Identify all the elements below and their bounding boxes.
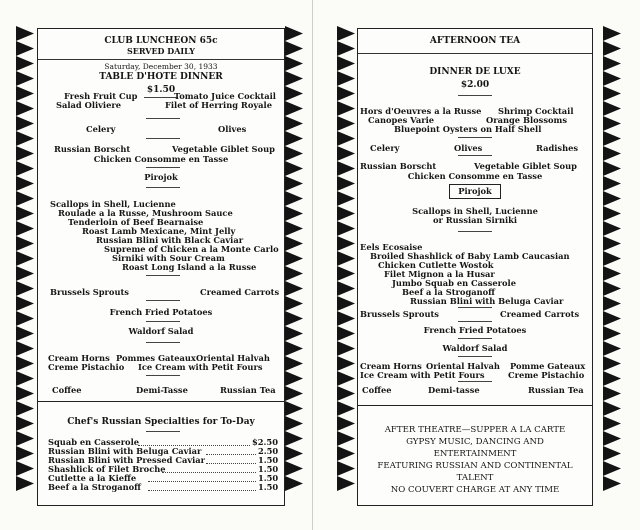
menu-line: Brussels Sprouts: [50, 287, 129, 297]
section-divider: [358, 405, 592, 406]
special-item-name: Squab en Casserole: [48, 437, 140, 447]
menu-line: Waldorf Salad: [442, 343, 508, 353]
special-item-price: 1.50: [258, 455, 279, 465]
right-menu-price: $2.00: [460, 80, 490, 90]
footer-line: TALENT: [456, 473, 494, 483]
special-item-name: Cutlette a la Kieffe: [48, 473, 137, 483]
special-item-name: Russian Blini with Pressed Caviar: [48, 455, 206, 465]
right-menu-title: DINNER DE LUXE: [429, 67, 521, 77]
dash-separator: [146, 187, 180, 188]
divider: [358, 53, 592, 54]
menu-line: French Fried Potatoes: [109, 307, 213, 317]
menu-line: Olives: [218, 124, 247, 134]
menu-line: Pirojok: [458, 186, 492, 196]
section-divider: [38, 401, 284, 402]
menu-line: Scallops in Shell, Lucienne: [50, 199, 176, 209]
menu-line: Russian Blini with Black Caviar: [96, 235, 244, 245]
dash-separator: [458, 95, 492, 96]
menu-line: Beef a la Stroganoff: [402, 287, 495, 297]
special-item-name: Russian Blini with Beluga Caviar: [48, 446, 202, 456]
menu-line: Coffee: [52, 385, 82, 395]
menu-line: Tomato Juice Cocktail: [174, 91, 276, 101]
menu-line: Radishes: [536, 143, 579, 153]
menu-line: French Fried Potatoes: [423, 325, 527, 335]
menu-line: Roast Lamb Mexicane, Mint Jelly: [82, 226, 236, 236]
dash-separator: [146, 342, 180, 343]
dash-separator: [458, 338, 492, 339]
menu-line: Russian Borscht: [360, 161, 437, 171]
dash-separator: [146, 138, 180, 139]
left-header-title: CLUB LUNCHEON 65c: [104, 36, 218, 46]
menu-line: Russian Tea: [528, 385, 584, 395]
menu-line: Salad Oliviere: [56, 100, 122, 110]
footer-line: AFTER THEATRE—SUPPER A LA CARTE: [384, 425, 566, 435]
right-menu-panel: [357, 28, 593, 506]
menu-line: Waldorf Salad: [128, 326, 194, 336]
triangle-border-center-right: [337, 26, 355, 504]
menu-line: Eels Ecosaise: [360, 242, 423, 252]
special-item-price: 2.50: [258, 446, 279, 456]
menu-line: Cream Horns: [48, 353, 110, 363]
left-menu-price: $1.50: [146, 85, 176, 95]
dash-separator: [144, 97, 178, 98]
menu-line: Canopes Varie: [368, 115, 435, 125]
menu-line: Creamed Carrots: [200, 287, 280, 297]
special-item-price: 1.50: [258, 473, 279, 483]
menu-line: Fresh Fruit Cup: [64, 91, 138, 101]
menu-line: Olives: [454, 143, 483, 153]
menu-line: Bluepoint Oysters on Half Shell: [394, 124, 542, 134]
special-item-price: $2.50: [252, 437, 278, 447]
menu-line: Ice Cream with Petit Fours: [360, 370, 485, 380]
menu-line: Oriental Halvah: [426, 361, 500, 371]
menu-line: Broiled Shashlick of Baby Lamb Caucasian: [370, 251, 570, 261]
special-item-price: 1.50: [258, 482, 279, 492]
specials-title: Chef's Russian Specialties for To-Day: [67, 417, 255, 427]
menu-line: Filet Mignon a la Husar: [384, 269, 495, 279]
menu-line: Russian Borscht: [54, 144, 131, 154]
menu-line: or Russian Sirniki: [432, 215, 518, 225]
special-item-price: 1.50: [258, 464, 279, 474]
menu-line: Demi-tasse: [428, 385, 480, 395]
menu-line: Roulade a la Russe, Mushroom Sauce: [58, 208, 233, 218]
dash-separator: [146, 167, 180, 168]
special-item-name: Shashlick of Filet Broche: [48, 464, 166, 474]
dash-separator: [458, 231, 492, 232]
dash-separator: [458, 155, 492, 156]
special-item-name: Beef a la Stroganoff: [48, 482, 141, 492]
menu-line: Jumbo Squab en Casserole: [392, 278, 516, 288]
page-fold: [312, 0, 313, 530]
dash-separator: [146, 431, 180, 432]
footer-line: ENTERTAINMENT: [433, 449, 517, 459]
menu-line: Hors d'Oeuvres a la Russe: [360, 106, 482, 116]
menu-line: Demi-Tasse: [136, 385, 188, 395]
divider: [38, 59, 284, 60]
triangle-border-center-left: [285, 26, 303, 504]
left-menu-title: TABLE D'HOTE DINNER: [99, 72, 223, 82]
menu-line: Russian Tea: [220, 385, 276, 395]
menu-line: Supreme of Chicken a la Monte Carlo: [104, 244, 279, 254]
footer-line: GYPSY MUSIC, DANCING AND: [406, 437, 544, 447]
menu-line: Chicken Consomme en Tasse: [407, 171, 543, 181]
menu-line: Creme Pistachio: [508, 370, 585, 380]
menu-line: Pirojok: [144, 172, 178, 182]
menu-line: Oriental Halvah: [196, 353, 270, 363]
menu-line: Shrimp Cocktail: [498, 106, 574, 116]
footer-line: FEATURING RUSSIAN AND CONTINENTAL: [377, 461, 573, 471]
leader-dots: [206, 463, 256, 464]
menu-line: Creme Pistachio: [48, 362, 125, 372]
dash-separator: [458, 381, 492, 382]
menu-line: Tenderloin of Beef Bearnaise: [68, 217, 204, 227]
footer-line: NO COUVERT CHARGE AT ANY TIME: [390, 485, 560, 495]
right-header-title: AFTERNOON TEA: [429, 36, 521, 46]
dash-separator: [458, 307, 492, 308]
menu-line: Creamed Carrots: [500, 309, 580, 319]
dash-separator: [146, 321, 180, 322]
left-header-subtitle: SERVED DAILY: [127, 46, 195, 56]
dash-separator: [458, 137, 492, 138]
leader-dots: [206, 454, 256, 455]
menu-line: Filet of Herring Royale: [165, 100, 272, 110]
menu-line: Pommes Gateaux: [116, 353, 196, 363]
dash-separator: [458, 356, 492, 357]
dash-separator: [458, 321, 492, 322]
menu-line: Chicken Consomme en Tasse: [93, 154, 229, 164]
left-menu-panel: [37, 28, 285, 506]
dash-separator: [146, 118, 180, 119]
dash-separator: [146, 300, 180, 301]
leader-dots: [148, 481, 256, 482]
menu-line: Russian Blini with Beluga Caviar: [410, 296, 564, 306]
dash-separator: [146, 275, 180, 276]
menu-date: Saturday, December 30, 1933: [104, 62, 218, 71]
menu-line: Brussels Sprouts: [360, 309, 439, 319]
menu-line: Celery: [86, 124, 116, 134]
menu-line: Roast Long Island a la Russe: [122, 262, 257, 272]
menu-line: Vegetable Giblet Soup: [172, 144, 275, 154]
leader-dots: [148, 490, 256, 491]
menu-line: Ice Cream with Petit Fours: [138, 362, 263, 372]
menu-line: Vegetable Giblet Soup: [474, 161, 577, 171]
triangle-border-left: [16, 26, 34, 504]
menu-line: Cream Horns: [360, 361, 422, 371]
menu-line: Celery: [370, 143, 400, 153]
triangle-border-right: [603, 26, 621, 504]
leader-dots: [162, 472, 256, 473]
menu-line: Sirniki with Sour Cream: [112, 253, 225, 263]
menu-line: Chicken Cutlette Wostok: [378, 260, 494, 270]
dash-separator: [146, 375, 180, 376]
menu-line: Scallops in Shell, Lucienne: [412, 206, 538, 216]
menu-line: Orange Blossoms: [486, 115, 567, 125]
menu-line: Pomme Gateaux: [510, 361, 586, 371]
menu-line: Coffee: [362, 385, 392, 395]
